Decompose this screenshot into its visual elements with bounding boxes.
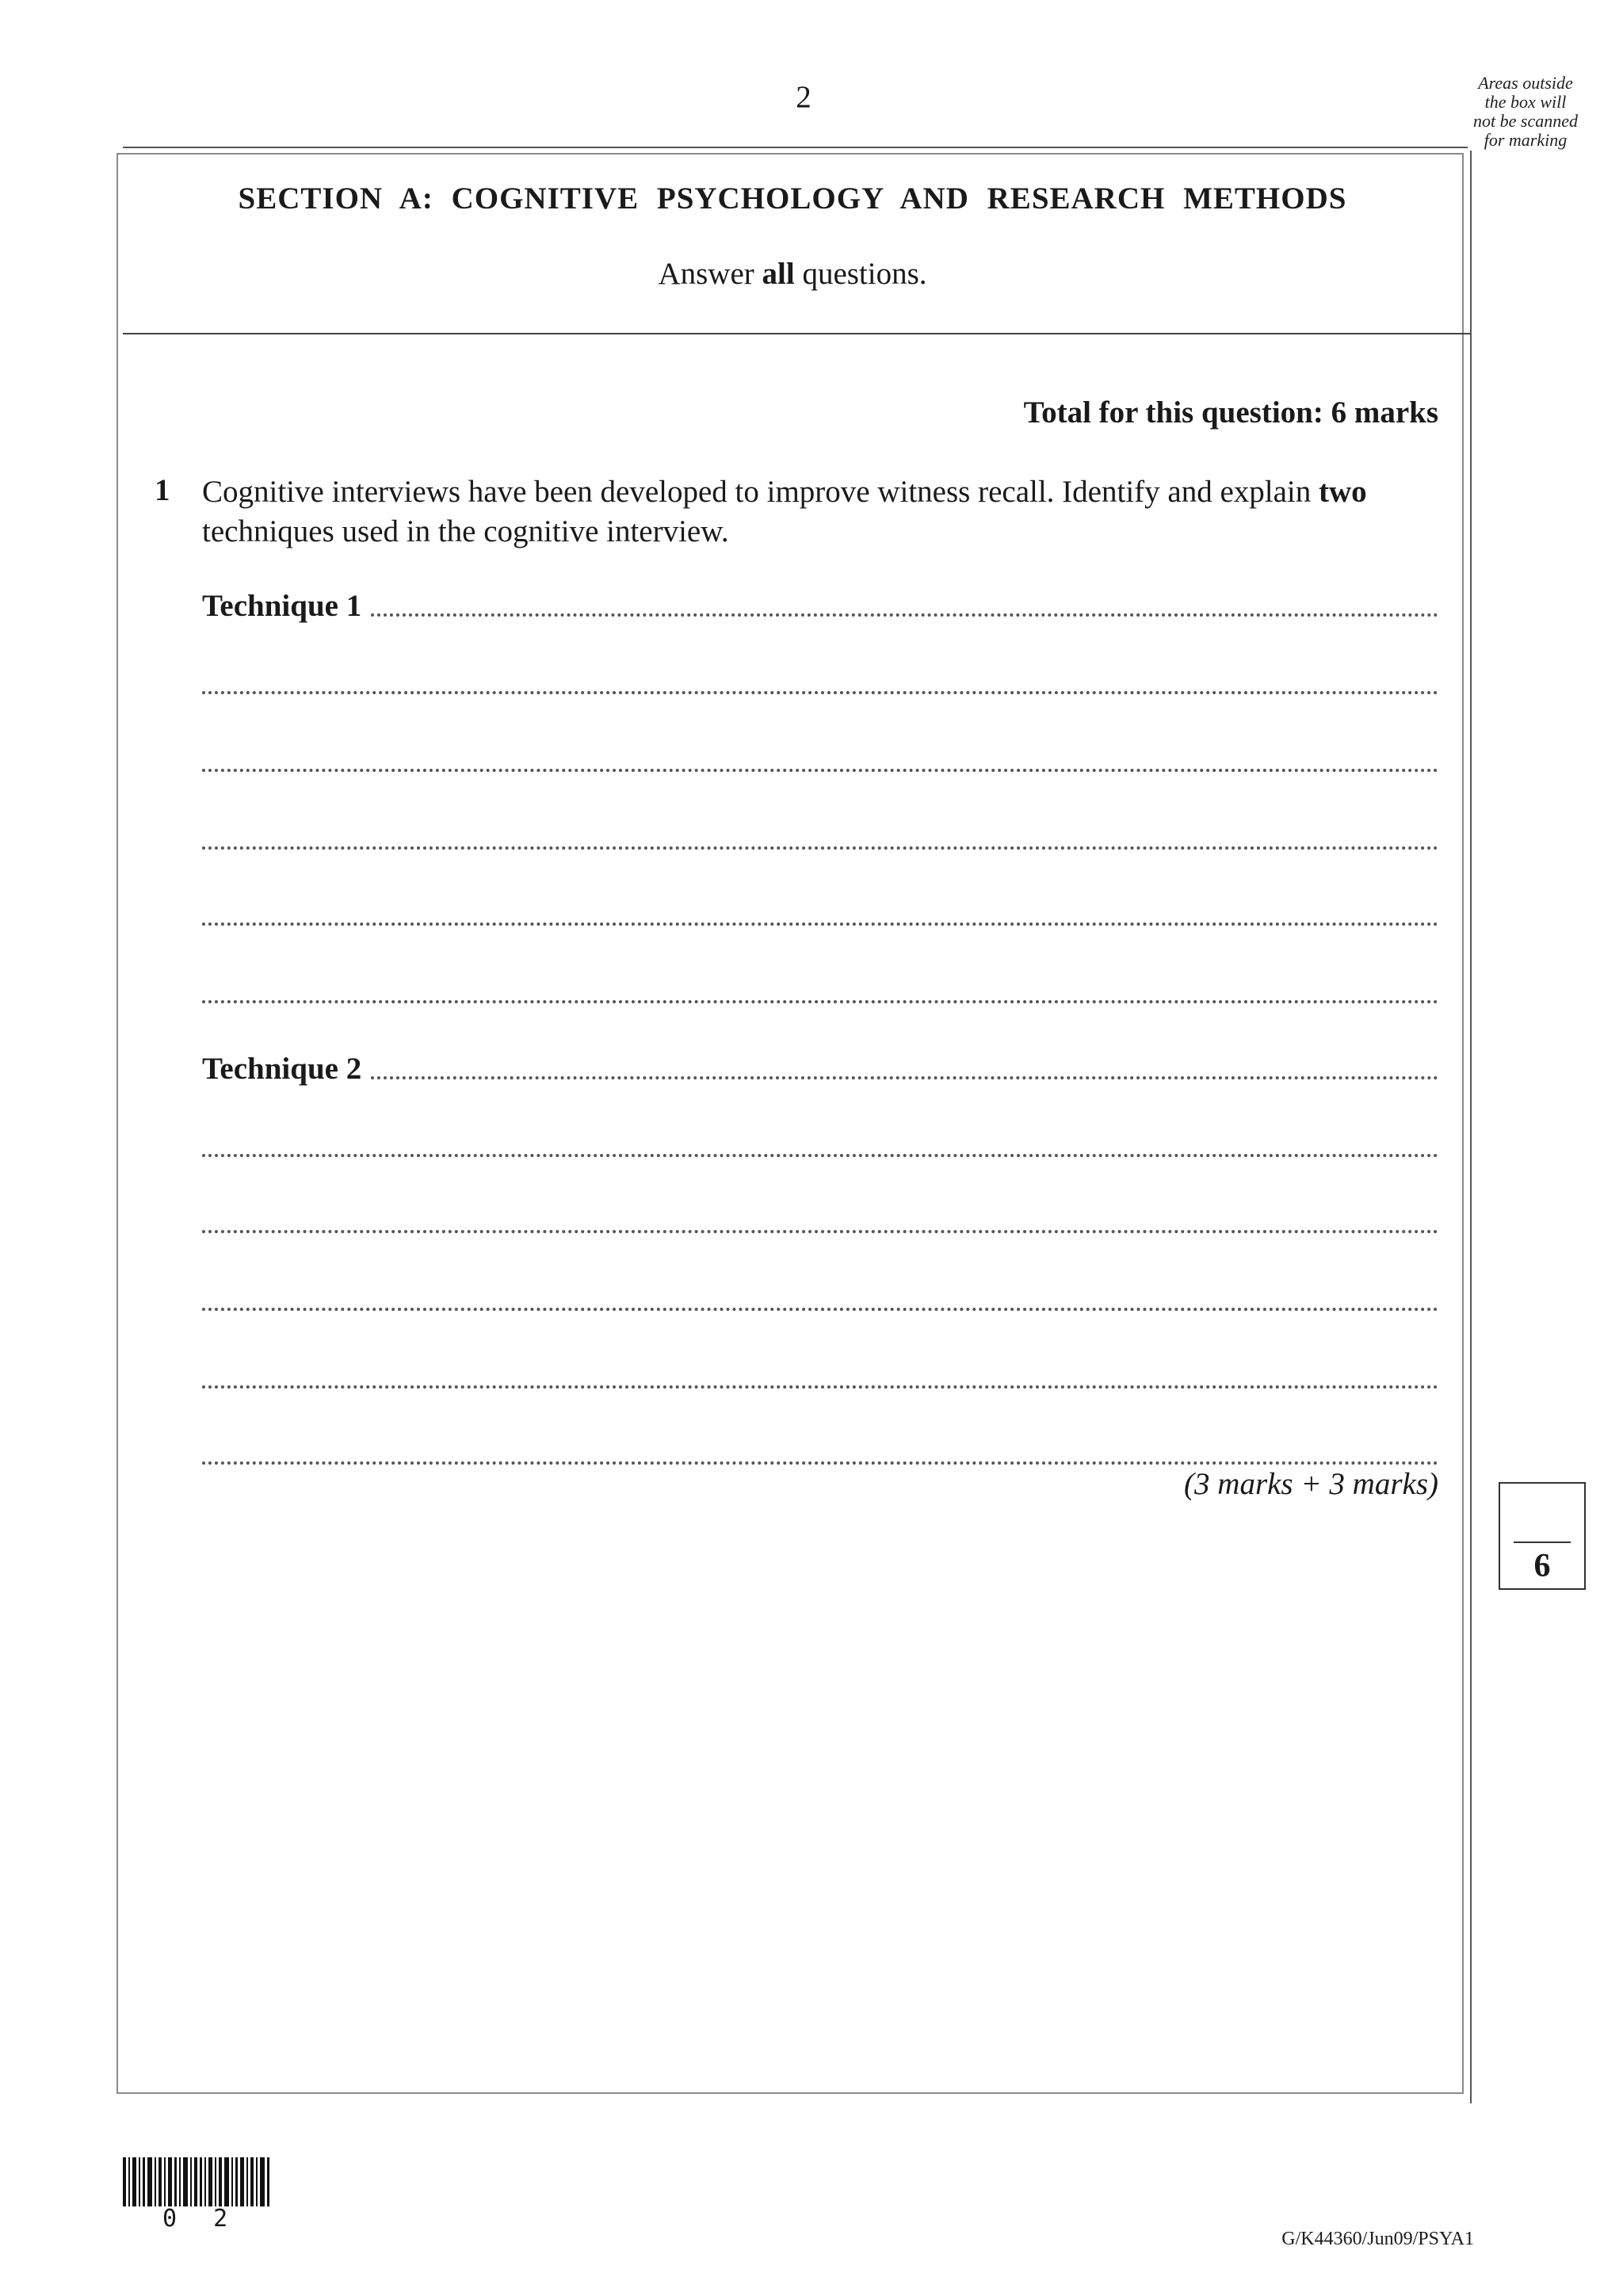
dotted-line [202, 1385, 1438, 1389]
top-rule [123, 147, 1468, 148]
instruction-emphasis: all [762, 257, 795, 291]
section-heading: SECTION A: COGNITIVE PSYCHOLOGY AND RESEARCH METHODS [238, 181, 1347, 216]
header-rule [123, 333, 1470, 334]
margin-note-line: Areas outside [1478, 73, 1573, 93]
question-text [202, 472, 1454, 552]
dotted-line [202, 1461, 1438, 1465]
box-right-edge [1470, 151, 1472, 2103]
total-marks-label: Total for this question: 6 marks [1023, 395, 1438, 430]
mark-box-score-line [1514, 1541, 1571, 1543]
dotted-line [202, 1308, 1438, 1311]
answer-line[interactable] [202, 1360, 1438, 1396]
question-text-emphasis: two [1319, 475, 1367, 509]
instruction-text-end: questions. [794, 257, 927, 291]
dotted-line [371, 1076, 1438, 1079]
answer-line[interactable] [202, 1205, 1438, 1241]
marks-allocation-note: (3 marks + 3 marks) [1184, 1467, 1438, 1501]
answer-line[interactable] [202, 1282, 1438, 1319]
dotted-line [202, 769, 1438, 772]
dotted-line [202, 1230, 1438, 1233]
answer-line[interactable] [202, 666, 1438, 702]
dotted-line [202, 1000, 1438, 1003]
instruction-text: Answer [658, 257, 762, 291]
barcode-digits: 0 2 [162, 2205, 239, 2233]
technique-1-label: Technique 1 [202, 589, 362, 623]
dotted-line [202, 1154, 1438, 1157]
answer-line[interactable] [202, 975, 1438, 1011]
technique-1-answer-line[interactable] [202, 588, 1438, 625]
answer-line[interactable] [202, 897, 1438, 934]
margin-note [1454, 74, 1597, 150]
barcode-icon [123, 2157, 271, 2206]
instruction [123, 256, 1462, 292]
technique-2-answer-line[interactable] [202, 1051, 1438, 1087]
question-text-part: Cognitive interviews have been developed to improve witness recall. Identify and explain [202, 475, 1319, 509]
answer-line[interactable] [202, 1129, 1438, 1165]
dotted-line [202, 923, 1438, 926]
dotted-line [202, 691, 1438, 694]
answer-area-box [116, 153, 1464, 2094]
dotted-line [202, 846, 1438, 850]
footer-code: G/K44360/Jun09/PSYA1 [1281, 2229, 1474, 2249]
page-number: 2 [796, 80, 812, 114]
question-text-part: techniques used in the cognitive interview. [202, 514, 729, 548]
answer-line[interactable] [202, 821, 1438, 858]
answer-line[interactable] [202, 743, 1438, 780]
technique-2-label: Technique 2 [202, 1052, 362, 1086]
question-number: 1 [155, 473, 170, 507]
mark-box-total: 6 [1533, 1548, 1551, 1584]
margin-note-line: the box will [1484, 92, 1567, 112]
dotted-line [371, 613, 1438, 617]
margin-note-line: not be scanned [1473, 111, 1578, 131]
margin-note-line: for marking [1484, 130, 1568, 150]
